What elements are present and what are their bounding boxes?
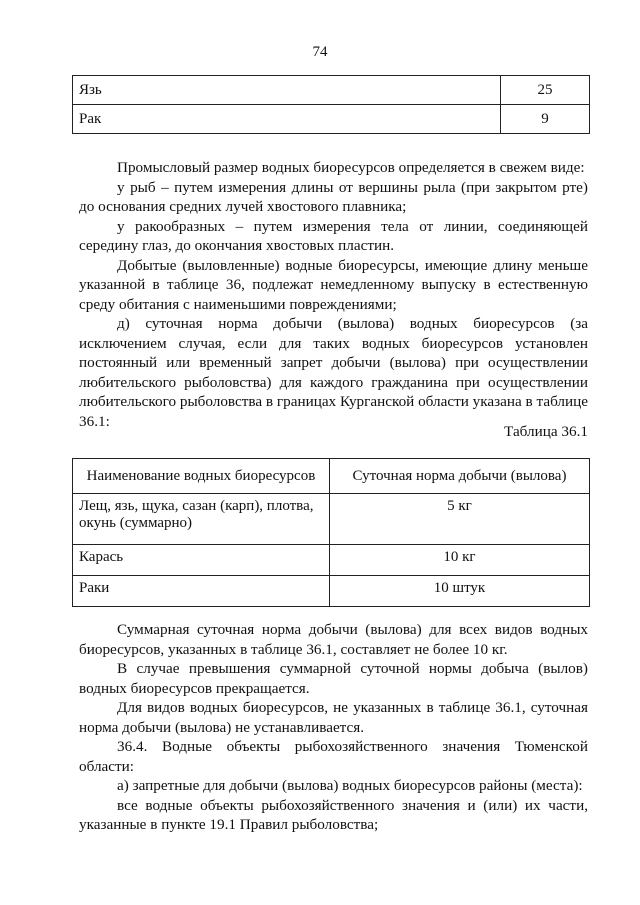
page-number: 74 bbox=[312, 44, 328, 60]
table-header-row bbox=[73, 459, 590, 494]
catch-limit-table bbox=[72, 458, 590, 607]
table-cell-value: 5 кг bbox=[330, 494, 590, 545]
text-block-1 bbox=[79, 158, 588, 431]
paragraph: В случае превышения суммарной суточной нормы добыча (вылов) водных биоресурсов прекращается. bbox=[79, 660, 588, 697]
paragraph: а) запретные для добычи (вылова) водных биоресурсов районы (места): bbox=[117, 777, 583, 794]
paragraph: все водные объекты рыбохозяйственного значения и (или) их части, указанные в пункте 19.1 Правил рыболовства; bbox=[79, 796, 588, 833]
continuation-table bbox=[72, 75, 590, 134]
table-cell-name: Язь bbox=[73, 76, 501, 105]
table-cell-name: Рак bbox=[73, 105, 501, 134]
paragraph: Суммарная суточная норма добычи (вылова) для всех видов водных биоресурсов, указанных в таблице 36.1, составляет не более 10 кг. bbox=[79, 621, 588, 658]
table-cell-value: 25 bbox=[501, 76, 590, 105]
paragraph: д) суточная норма добычи (вылова) водных биоресурсов (за исключением случая, если для таких водных биоресурсов установлен постоянный или временный запрет добычи (вылова) при осуществлении любительского рыболовства) для каждого гражданина при осуществлении любительского рыболовства в границах Курганской области указана в таблице 36.1: bbox=[79, 315, 589, 430]
table-row bbox=[73, 494, 590, 545]
paragraph: 36.4. Водные объекты рыбохозяйственного значения Тюменской области: bbox=[79, 738, 588, 775]
paragraph: Добытые (выловленные) водные биоресурсы, имеющие длину меньше указанной в таблице 36, подлежат немедленному выпуску в естественную среду обитания с наименьшими повреждениями; bbox=[79, 256, 588, 313]
table-cell-value: 10 штук bbox=[330, 576, 590, 607]
table-row bbox=[73, 545, 590, 576]
table-row bbox=[73, 76, 590, 105]
paragraph: Промысловый размер водных биоресурсов определяется в свежем виде: bbox=[117, 159, 585, 176]
paragraph: Для видов водных биоресурсов, не указанных в таблице 36.1, суточная норма добычи (вылова) не устанавливается. bbox=[79, 699, 588, 736]
table-row bbox=[73, 576, 590, 607]
table-caption: Таблица 36.1 bbox=[504, 423, 588, 440]
table-row bbox=[73, 105, 590, 134]
paragraph: у рыб – путем измерения длины от вершины рыла (при закрытом рте) до основания средних лучей хвостового плавника; bbox=[79, 178, 588, 215]
table-cell-name: Лещ, язь, щука, сазан (карп), плотва, окунь (суммарно) bbox=[73, 494, 330, 545]
table-cell-value: 9 bbox=[501, 105, 590, 134]
table-cell-name: Раки bbox=[73, 576, 330, 607]
paragraph: у ракообразных – путем измерения тела от линии, соединяющей середину глаз, до окончания хвостовых пластин. bbox=[79, 217, 588, 254]
table-header-cell: Суточная норма добычи (вылова) bbox=[330, 459, 590, 494]
table-header-cell: Наименование водных биоресурсов bbox=[73, 459, 330, 494]
text-block-2 bbox=[79, 620, 588, 835]
table-cell-value: 10 кг bbox=[330, 545, 590, 576]
table-cell-name: Карась bbox=[73, 545, 330, 576]
